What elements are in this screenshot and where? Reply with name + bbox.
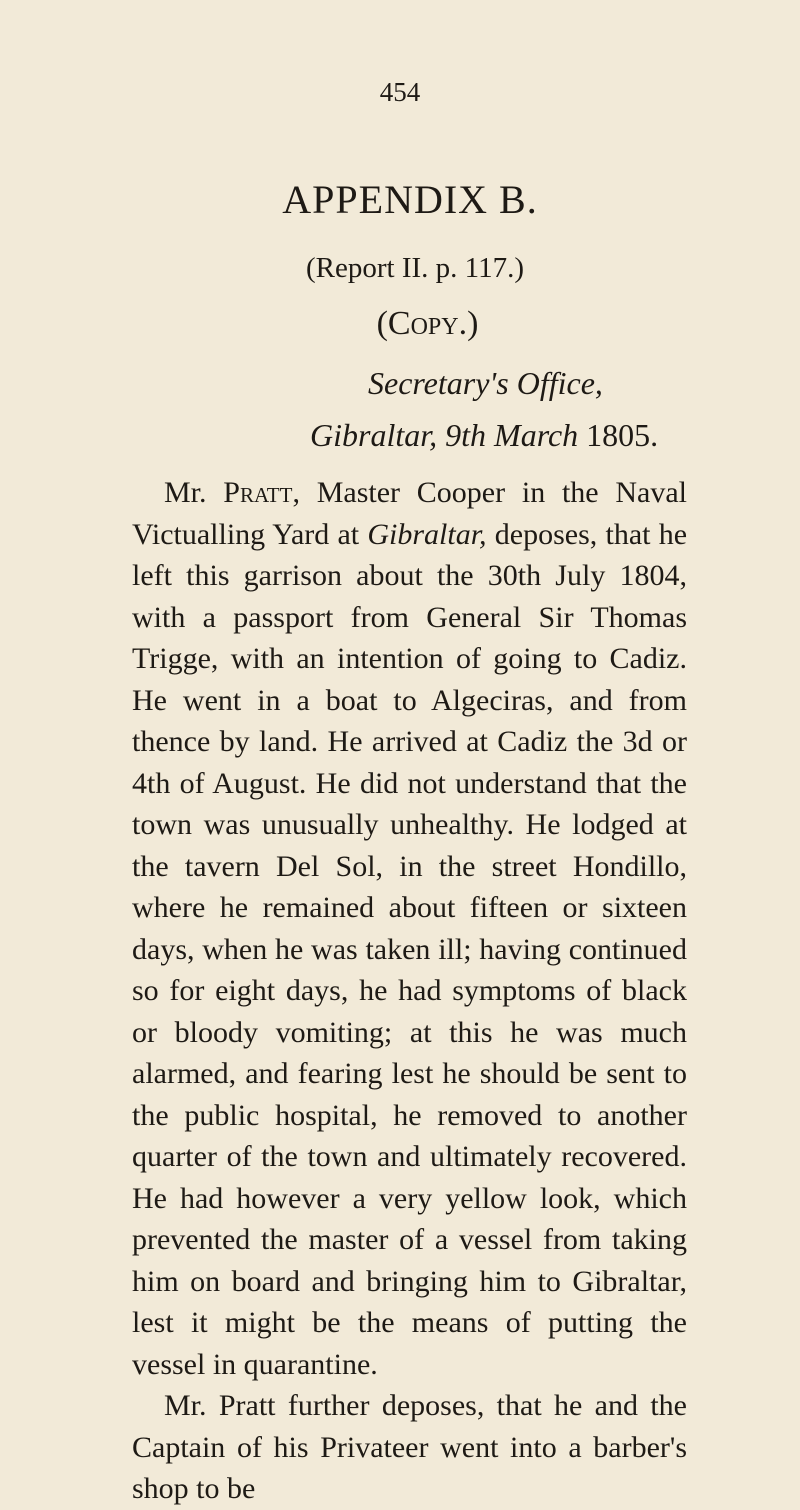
dateline-date: 9th March	[445, 417, 579, 453]
dateline-year: 1805.	[586, 417, 659, 453]
copy-note	[0, 305, 800, 343]
paragraph-part1: Master Cooper in the Naval Victualling Yard at	[132, 476, 688, 551]
paragraph-deposition	[132, 472, 687, 1385]
page-number: 454	[379, 77, 421, 107]
deponent-name: Pratt,	[223, 476, 300, 509]
dateline	[310, 417, 658, 454]
dateline-place: Gibraltar,	[310, 417, 438, 453]
report-reference: (Report II. p. 117.)	[306, 252, 524, 284]
paragraph-place: Gibraltar,	[367, 517, 487, 551]
paragraph-further-deposition: Mr. Pratt further deposes, that he and the Captain of his Privateer went into a barber's shop to be	[132, 1389, 687, 1505]
copy-note-text: (Copy.)	[376, 305, 479, 342]
office-line: Secretary's Office,	[368, 365, 603, 401]
paragraph-part2: deposes, that he left this garrison about the 30th July 1804, with a passport from General Sir Thomas Trigge, with an intention of going to Cadiz. He went in a boat to Algeciras, and from thence by land. He arrived at Cadiz the 3d or 4th of August. He did not understand that the town was unusually unhealthy. He lodged at the tavern Del Sol, in the street Hondillo, where he remained about fifteen or sixteen days, when he was taken ill; having continued so for eight days, he had symptoms of black or bloody vomiting; at this he was much alarmed, and fearing lest he should be sent to the public hospital, he removed to another quarter of the town and ultimately recovered. He had however a very yellow look, which prevented the master of a vessel from taking him on board and bringing him to Gibraltar, lest it might be the means of putting the vessel in quarantine.	[132, 517, 688, 1381]
appendix-heading: APPENDIX B.	[282, 177, 538, 222]
paragraph-name-prefix: Mr.	[164, 476, 207, 509]
body-text	[132, 472, 687, 1510]
